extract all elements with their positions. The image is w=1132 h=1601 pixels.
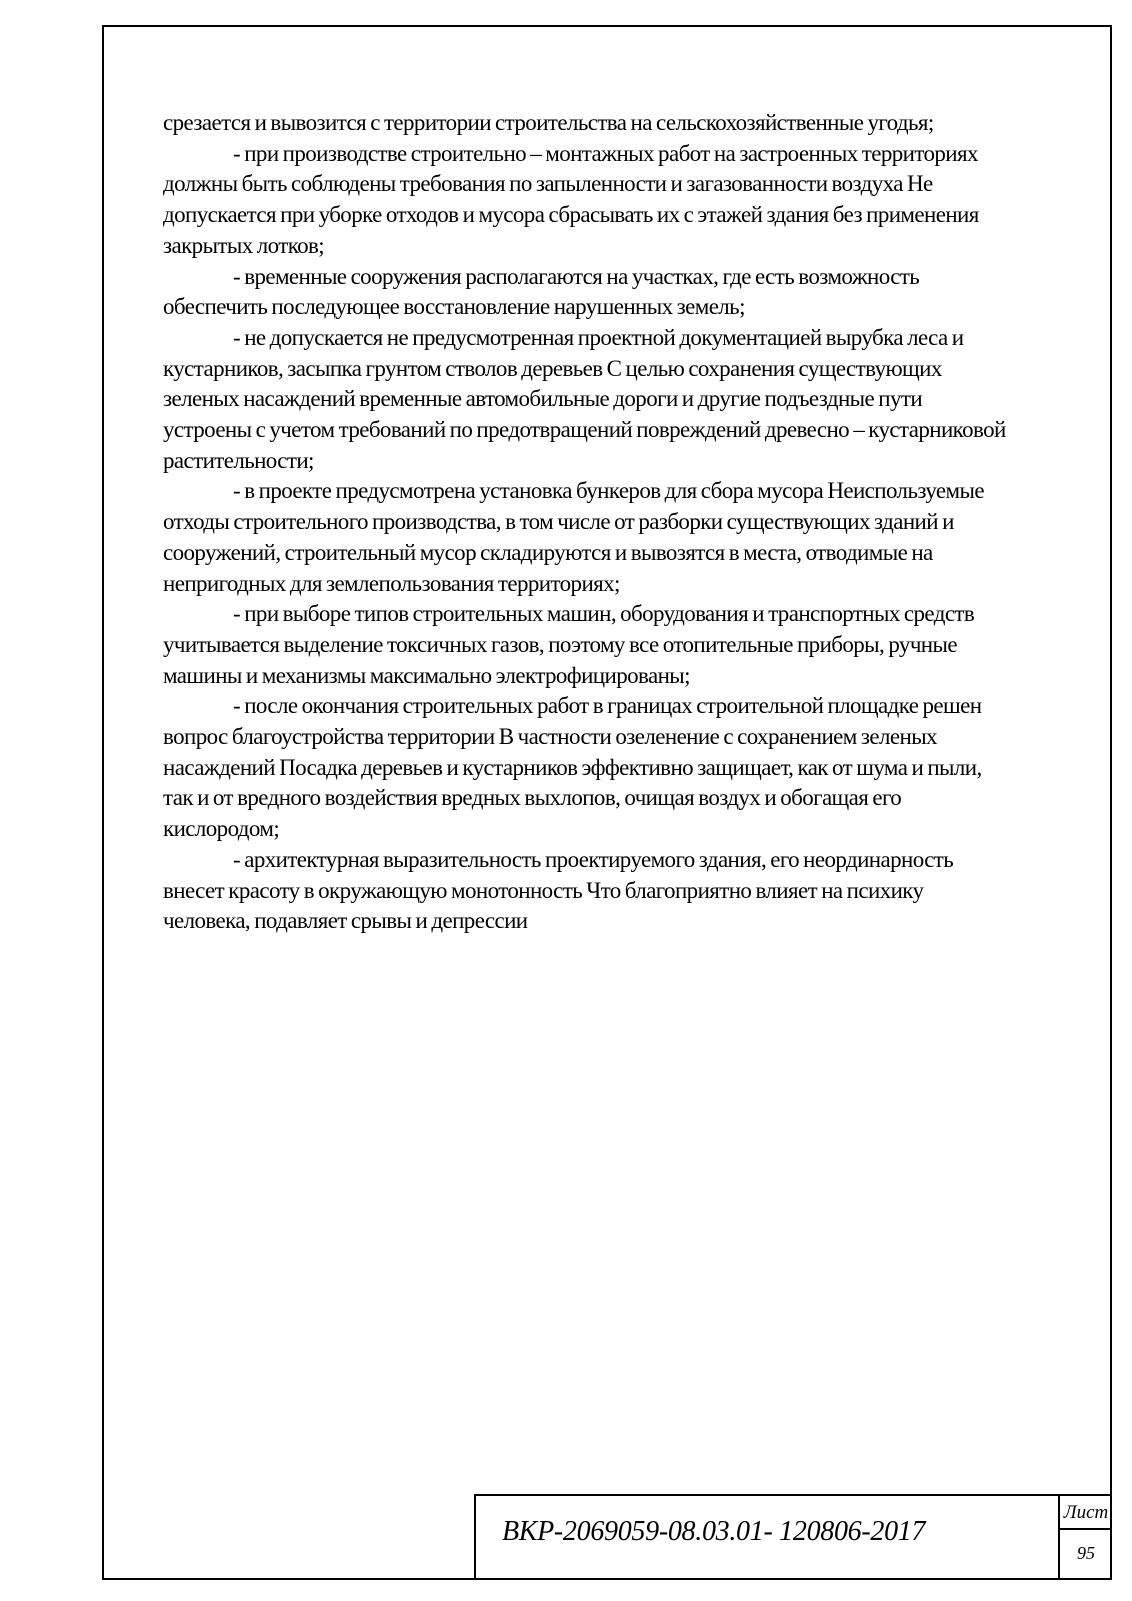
- sheet-cell: [1058, 1496, 1112, 1580]
- document-code: ВКР-2069059-08.03.01- 120806-2017: [502, 1516, 926, 1547]
- title-block: [474, 1494, 1112, 1580]
- paragraph-dust-gas: - при производстве строительно – монтажных работ на застроенных территориях должны быть соблюдены требования по запыленности и загазованности воздуха Не допускается при уборке отходов и мусора сбрасывать их с этажей здания без применения закрытых лотков;: [163, 140, 979, 258]
- paragraph-architecture: - архитектурная выразительность проектируемого здания, его неординарность внесет красоту в окружающую монотонность Что благоприятно влияет на психику человека, подавляет срывы и депрессии: [163, 846, 954, 934]
- paragraph-waste-bunkers: - в проекте предусмотрена установка бункеров для сбора мусора Неиспользуемые отходы строительного производства, в том числе от разборки существующих зданий и сооружений, строительный мусор складируются и вывозятся в места, отводимые на непригодных для землепользования территориях;: [163, 478, 984, 596]
- sheet-number: 95: [1077, 1543, 1095, 1563]
- sheet-label: Лист: [1060, 1496, 1112, 1530]
- paragraph-temporary-structures: - временные сооружения располагаются на участках, где есть возможность обеспечить последующее восстановление нарушенных земель;: [163, 263, 920, 320]
- paragraph-machinery: - при выборе типов строительных машин, оборудования и транспортных средств учитывается выделение токсичных газов, поэтому все отопительные приборы, ручные машины и механизмы максимально электрофицированы;: [163, 601, 975, 688]
- paragraph-landscaping: - после окончания строительных работ в границах строительной площадке решен вопрос благоустройства территории В частности озеленение с сохранением зеленых насаждений Посадка деревьев и кустарников эффективно защищает, как от шума и пыли, так и от вредного воздействия вредных выхлопов, очищая воздух и обогащая его кислородом;: [163, 693, 982, 842]
- paragraph-intro: срезается и вывозится с территории строительства на сельскохозяйственные угодья;: [163, 110, 934, 135]
- body-text: [163, 108, 1013, 937]
- paragraph-tree-protection: - не допускается не предусмотренная проектной документацией вырубка леса и кустарников, засыпка грунтом стволов деревьев С целью сохранения существующих зеленых насаждений временные автомобильные дороги и другие подъездные пути устроены с учетом требований по предотвращений повреждений древесно – кустарниковой растительности;: [163, 324, 1006, 473]
